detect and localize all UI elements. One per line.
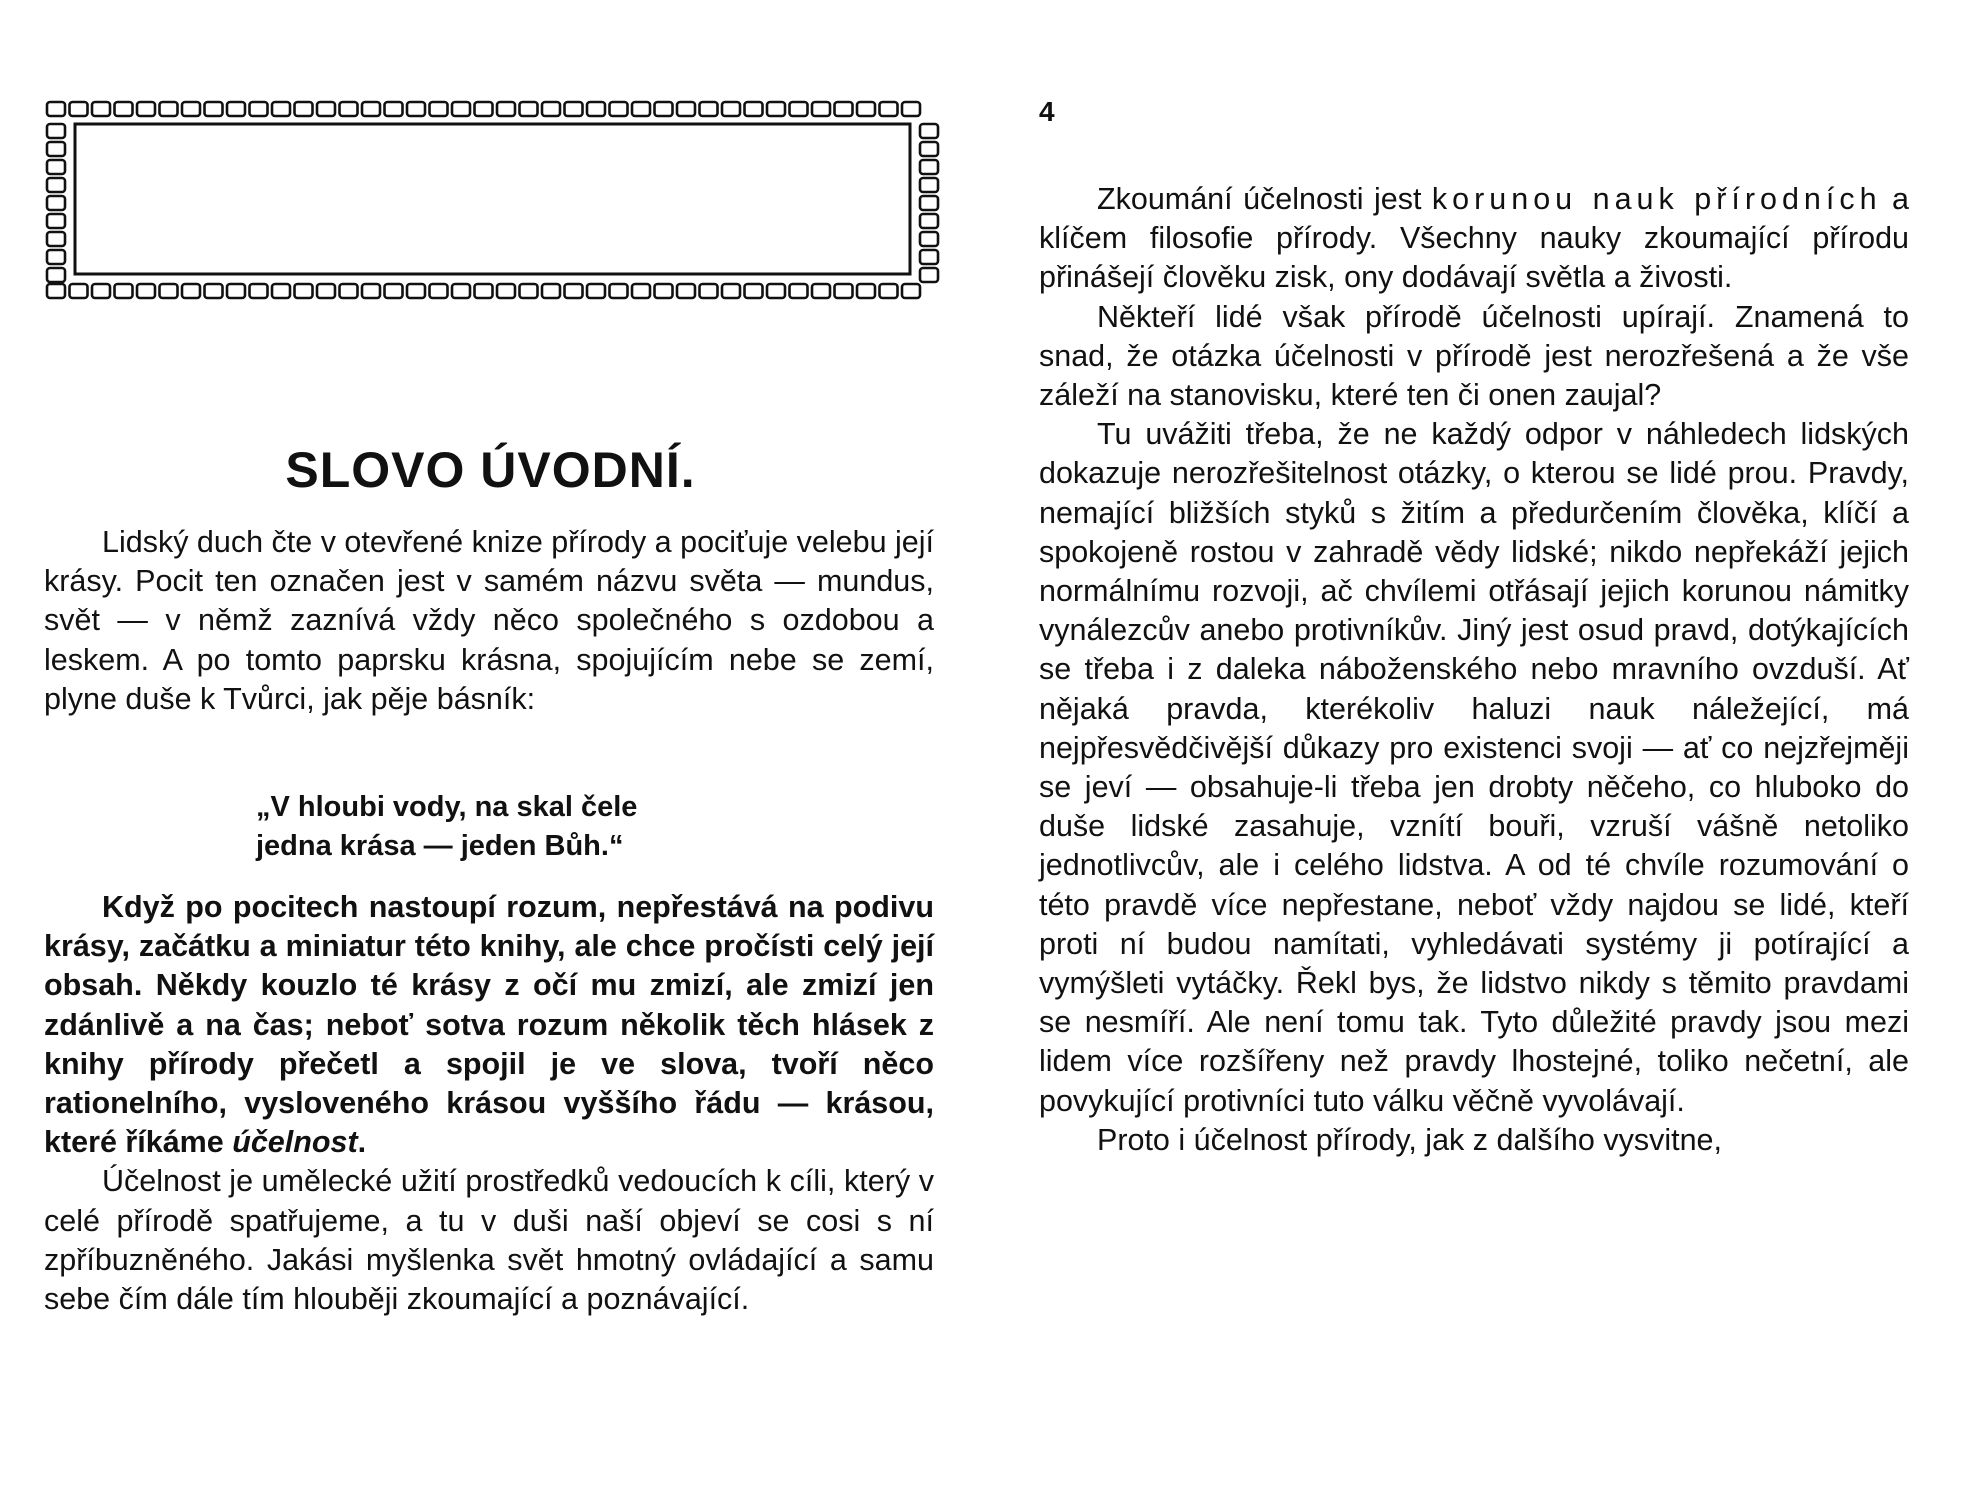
main-text-left [44, 888, 934, 1319]
page-number: 4 [1039, 96, 1055, 127]
main-text-right [1039, 180, 1909, 1160]
paragraph-r3: Tu uvážiti třeba, že ne každý odpor v náhledech lidských dokazuje nerozřešitelnost otázky, o kterou se lidé prou. Pravdy, nemající bližších styků s žitím a předurčením člověka, klíčí a spokojeně rostou v zahradě vědy lidské; nikdo nepřekáží jejich normálnímu rozvoji, ač chvílemi otřásají jejich korunou námitky vynálezcův anebo protivníkův. Jiný jest osud pravd, dotýkajících se třeba i z daleka náboženského nebo mravního ovzduší. Ať nějaká pravda, kterékoliv haluzi nauk náležející, má nejpřesvědčivější důkazy pro existenci svoji — ať co nejzřejměji se jeví — obsahuje-li třeba jen drobty něčeho, co hluboko do duše lidské zasahuje, vznítí bouři, vzruší vášně netoliko jednotlivcův, ale i celého lidstva. A od té chvíle rozumování o této pravdě více nepřestane, neboť vždy najdou se lidé, kteří proti ní budou namítati, vyhledávati systémy ji potírající a vymýšleti vytáčky. Řekl bys, že lidstvo nikdy s těmito pravdami se nesmíří. Ale není tomu tak. Tyto důležité pravdy jsou mezi lidem více rozšířeny než pravdy lhostejné, toliko nečetní, ale povykující protivníci tuto válku věčně vyvolávají. [1039, 417, 1909, 1118]
paragraph-2-end: . [357, 1125, 367, 1160]
spaced-emphasis: korunou nauk přírodních [1431, 182, 1882, 216]
paragraph-2-text: Když po pocitech nastoupí rozum, nepřestává na podivu krásy, začátku a miniatur této knihy, ale chce pročísti celý její obsah. Někdy kouzlo té krásy z očí mu zmizí, ale zmizí jen zdánlivě a na čas; neboť sotva rozum několik těch hlásek z knihy přírody přečetl a spojil je ve slova, tvoří něco rationelního, vysloveného krásou vyššího řádu — krásou, které říkáme [44, 890, 934, 1160]
verse-line-1: „V hloubi vody, na skal čele [256, 791, 638, 823]
verse-line-2: jedna krása — jeden Bůh.“ [256, 830, 624, 862]
emphasis-ucelnost: účelnost [232, 1125, 358, 1160]
ornamental-frame [45, 100, 940, 300]
paragraph-r1 [1039, 180, 1909, 298]
paragraph-r2: Někteří lidé však přírodě účelnosti upírají. Znamená to snad, že otázka účelnosti v přírodě jest nerozřešená a že vše záleží na stanovisku, které ten či onen zaujal? [1039, 299, 1909, 413]
right-page [981, 0, 1962, 1500]
paragraph-r1-rest: a klíčem filosofie přírody. Všechny nauky zkoumající přírodu přinášejí člověku zisk, ony dodávají světla a živosti. [1039, 182, 1910, 295]
paragraph-r1-start: Zkoumání účelnosti jest [1097, 182, 1432, 216]
paragraph-1: Lidský duch čte v otevřené knize přírody a pociťuje velebu její krásy. Pocit ten označen jest v samém názvu světa — mundus, svět — v němž zaznívá vždy něco společného s ozdobou a leskem. A po tomto paprsku krásna, spojujícím nebe se zemí, plyne duše k Tvůrci, jak pěje básník: [44, 525, 935, 716]
paragraph-2 [44, 888, 934, 1162]
paragraph-3: Účelnost je umělecké užití prostředků vedoucích k cíli, který v celé přírodě spatřujeme, a tu v duši naší objeví se cosi s ní zpříbuzněného. Jakási myšlenka svět hmotný ovládající a samu sebe čím dále tím hlouběji zkoumající a poznávající. [44, 1164, 934, 1317]
intro-paragraph [44, 523, 934, 719]
paragraph-r4: Proto i účelnost přírody, jak z dalšího vysvitne, [1097, 1122, 1722, 1157]
verse-quote [256, 788, 637, 866]
page-title: SLOVO ÚVODNÍ. [285, 442, 696, 498]
